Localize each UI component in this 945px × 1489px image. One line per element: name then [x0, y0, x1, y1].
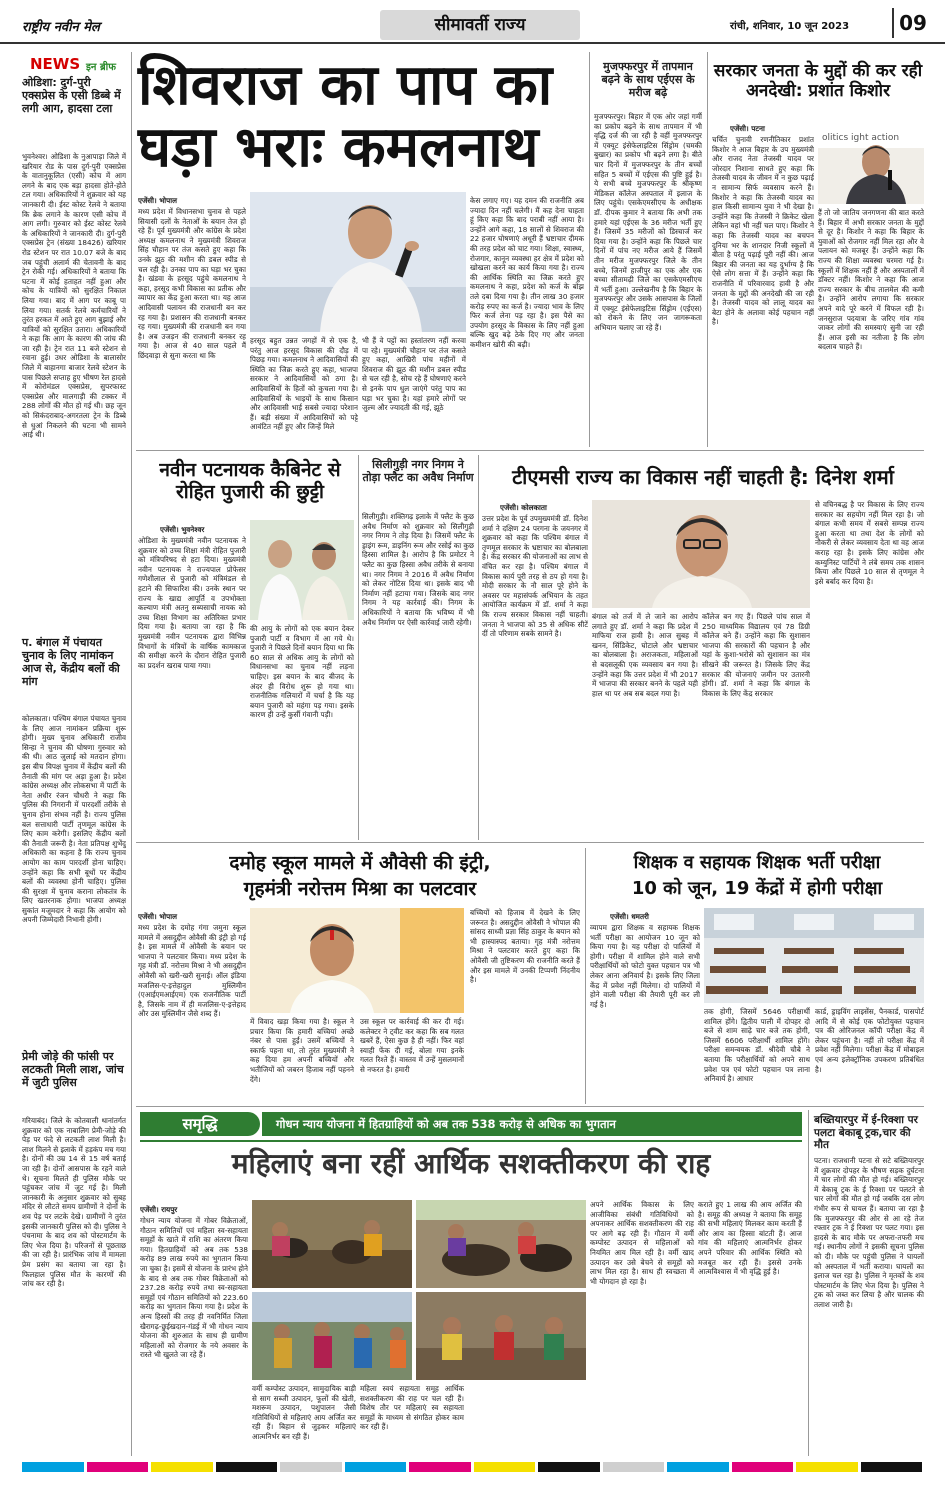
newspaper-logo: राष्ट्रीय नवीन मेल [22, 20, 100, 35]
teacher-headline-line1: शिक्षक व सहायक शिक्षक भर्ती परीक्षा [633, 852, 881, 873]
narottam-mishra-photo [250, 908, 464, 1013]
owaisi-headline-line1: दमोह स्कूल मामले में औवेसी की इंट्री, [229, 852, 491, 874]
owaisi-headline-line2: गृहमंत्री नरोत्तम मिश्रा का पलटवार [243, 878, 477, 900]
row-rule [136, 450, 924, 451]
women-group-photo-1 [252, 1200, 412, 1288]
samriddhi-kicker: गोधन न्याय योजना में हितग्राहियों को अब तक 538 करोड़ से अधिक का भुगतान [262, 1112, 802, 1136]
dinesh-body-col1: उत्तर प्रदेश के पूर्व उपमुख्यमंत्री डॉ. दिनेश शर्मा ने दक्षिण 24 परगना के जयनगर में शुक्रवार को कहा कि पश्चिम बंगाल में तृणमूल सरकार के भ्रष्टाचार का बोलबाला है। केंद्र सरकार की योजनाओं का लाभ से वंचित कर रहा है। पश्चिम बंगाल में विकास कार्य पूरी तरह से ठप हो गया है। मोदी सरकार के नौ साल पूरे होने के अवसर पर महासंपर्क अभियान के तहत आयोजित कार्यक्रम में डॉ. शर्मा ने कहा कि राज्य सरकार विकास नहीं चाहती। जनता ने भाजपा को 35 से अधिक सीटें दीं तो परिणाम सबके सामने है। [482, 514, 588, 639]
muzaffarpur-headline: मुजफ्फरपुर में तापमान बढ़ने के साथ एईएस के मरीज बढ़े [601, 60, 695, 100]
patnaik-byline: एजेंसी। भुवनेश्वर [160, 525, 205, 534]
owaisi-body-col4: बच्चियों को हिजाब में देखने के लिए जरूरत है। असदुद्दीन ओवैसी ने भोपाल की सांसद साध्वी प्रज्ञा सिंह ठाकुर के बयान को भी हास्यास्पद बताया। गृह मंत्री नरोत्तम मिश्रा ने पलटवार करते हुए कहा कि ओवैसी जी तुष्टिकरण की राजनीति करते हैं और इस मामले में उनकी टिप्पणी निंदनीय है। [470, 908, 580, 985]
owaisi-body-col2: में विवाद खड़ा किया गया है। स्कूल ने प्रचार किया कि हमारी बच्चियां अच्छे नंबर से पास हुईं। उसमें बच्चियों ने स्कार्फ पहना था, तो तुरंत मुख्यमंत्री ने कह दिया हम अपनी बच्चियों और भतीजियों को जबरन हिजाब नहीं पहनने देंगे। [250, 1017, 354, 1084]
prashant-body-col2: हैं तो जो जातिय जनगणना की बात करते हैं। बिहार में अभी सरकार जनता के मुद्दों से दूर है। किशोर ने कहा कि बिहार के युवाओं को रोजगार नहीं मिल रहा और वे पलायन को मजबूर हैं। उन्होंने कहा कि राज्य की शिक्षा व्यवस्था चरमरा गई है। स्कूलों में शिक्षक नहीं हैं और अस्पतालों में डॉक्टर नहीं। किशोर ने कहा कि आज राज्य सरकार के बीच तालमेल की कमी है। उन्होंने आरोप लगाया कि सरकार अपने वादे पूरे करने में विफल रही है। जनसुराज पदयात्रा के जरिए गांव गांव जाकर लोगों की समस्याएं सुनी जा रही हैं। आज इसी का नतीजा है कि लोग बदलाव चाहते हैं। [818, 208, 924, 352]
teacher-body-col1: व्यापम द्वारा शिक्षक व सहायक शिक्षक भर्ती परीक्षा का आयोजन 10 जून को किया गया है। यह परीक्षा दो पालियों में होगी। परीक्षा में शामिल होने वाले सभी परीक्षार्थियों को फोटो युक्त पहचान पत्र भी लेकर आना अनिवार्य है। इसके लिए जिला केंद्र में प्रवेश नहीं मिलेगा। दो पालियों में होने वाली परीक्षा की तैयारी पूरी कर ली गई है। [590, 923, 700, 1009]
column-rule [707, 52, 708, 447]
women-group-photo-3 [252, 1292, 412, 1380]
left-story1-headline: ओडिशा: दुर्ग-पुरी एक्सप्रेस के एसी डिब्बे में लगी आग, हादसा टला [22, 76, 121, 115]
siliguri-body: सिलीगुड़ी। शक्तिगढ़ इलाके में फ्लैट के कुछ अवैध निर्माण को शुक्रवार को सिलीगुड़ी नगर निगम ने तोड़ दिया है। जिसमें फ्लैट के ड्राइंग रूम, डाइनिंग रूम और रसोई का कुछ हिस्सा शामिल है। आरोप है कि प्रमोटर ने फ्लैट का कुछ हिस्सा अवैध तरीके से बनाया था। नगर निगम ने 2016 में अवैध निर्माण को लेकर नोटिस दिया था। इसके बाद भी निर्माण नहीं हटाया गया। जिसके बाद नगर निगम ने यह कार्रवाई की। निगम के अधिकारियों ने बताया कि भविष्य में भी अवैध निर्माण पर ऐसी कार्रवाई जारी रहेगी। [362, 512, 474, 627]
owaisi-body-col1: मध्य प्रदेश के दमोह गंगा जमुना स्कूल मामले में असदुद्दीन ओवैसी की इंट्री हो गई है। इस मामले में ओवैसी के बयान पर भाजपा ने पलटवार किया। मध्य प्रदेश के गृह मंत्री डॉ. नरोत्तम मिश्रा ने भी असदुद्दीन ओवैसी को खरी-खरी सुनाई। ऑल इंडिया मजलिस-ए-इत्तेहादुल मुस्लिमीन (एआईएमआईएम) एक राजनीतिक पार्टी है, जिसके नाम में ही मजलिस-ए-इत्तेहाद और उस मुस्लिमीन जैसे शब्द हैं। [138, 923, 246, 1019]
column-rule [358, 455, 359, 840]
siliguri-headline: सिलीगुड़ी नगर निगम ने तोड़ा फ्लैट का अवैध निर्माण [362, 458, 474, 485]
lead-body-col4: केस लगाए गए। यह दमन की राजनीति अब ज्यादा दिन नहीं चलेगी। मैं कह देना चाहता हूं किए कहा कि बाद पराबी नहीं आया है। उन्होंने आगे कहा, 18 सालों से शिवराज की 22 हजार घोषणाएं अधूरी हैं भ्रष्टाचार दीमक की तरह प्रदेश को चाट गया। शिक्षा, स्वास्थ्य, रोजगार, कानून व्यवस्था हर क्षेत्र में प्रदेश को खोखला करने का कार्य किया गया है। राज्य की आर्थिक स्थिति का जिक्र करते हुए कमलनाथ ने कहा, प्रदेश को कर्ज के बोझ तले दबा दिया गया है। तीन लाख 30 हजार करोड़ रुपए का कर्ज है। ज्यादा भाव के लिए फिर कर्ज लेना पड़ रहा है। इस पैसे का उपयोग हरसूद के विकास के लिए नहीं हुआ बल्कि खुद बढ़े ठेके दिए गए और जनता कमीशन खोरी की बढ़ी। [470, 196, 584, 349]
lead-headline-line1: शिवराज का पाप का [138, 53, 553, 118]
lead-body-col1: मध्य प्रदेश में विधानसभा चुनाव से पहले सियासी दलों के नेताओं के बयान तेज हो रहे हैं। पूर्व मुख्यमंत्री और कांग्रेस के प्रदेश अध्यक्ष कमलनाथ ने मुख्यमंत्री शिवराज सिंह चौहान पर तंज कसते हुए कहा कि उनके झूठ की मशीन की डबल स्पीड से चल रही है। उनका पाप का घड़ा भर चुका है। खंडवा के हरसूद पहुंचे कमलनाथ ने कहा, हरसूद कभी विकास का प्रतीक और व्यापार का केंद्र हुआ करता था। यह आज आदिवासी पलायन की राजधानी बन कर रह गया है। प्रशासन की राजधानी बनकर रह गया। मुख्यमंत्री की राजधानी बन गया है। अब उजड़न की राजधानी बनकर रह गया है। आज से 40 साल पहले मैं छिंदवाड़ा से सुना करता था कि [138, 207, 246, 360]
samriddhi-byline: एजेंसी। रायपुर [140, 1205, 178, 1214]
page-number: 09 [892, 8, 932, 38]
lead-byline: एजेंसी। भोपाल [138, 196, 177, 205]
row-rule [136, 1106, 924, 1107]
muzaffarpur-body: मुजफ्फरपुर। बिहार में एक ओर जहां गर्मी का प्रकोप बढ़ने के साथ तापमान में भी वृद्धि दर्ज की जा रही है वहीं मुजफ्फरपुर में एक्यूट इंसेफेलाइटिस सिंड्रोम (चमकी बुखार) का प्रकोप भी बढ़ने लगा है। बीते चार दिनों में मुजफ्फरपुर के तीन बच्चों सहित 5 बच्चों में एईएस की पुष्टि हुई है। ये सभी बच्चे मुजफ्फरपुर के श्रीकृष्ण मेडिकल कॉलेज अस्पताल में इलाज के लिए पहुंचे। एसकेएमसीएच के अधीक्षक डॉ. दीपक कुमार ने बताया कि अभी तक हमारे यहां एईएस के 36 मरीज भर्ती हुए हैं। जिसमें 35 मरीजों को डिस्चार्ज कर दिया गया है। उन्होंने कहा कि पिछले चार दिनों में पांच नए मरीज आये हैं जिसमें तीन मरीज मुजफ्फरपुर जिले के तीन बच्चे, जिनमें हाजीपुर का एक और एक बच्चा सीतामढ़ी जिले का एसकेएमसीएच में भर्ती हुआ। उल्लेखनीय है कि बिहार के मुजफ्फरपुर और उसके आसपास के जिलों में एक्यूट इंसेफेलाइटिस सिंड्रोम (एईएस) को रोकने के लिए जन जागरूकता अभियान चलाए जा रहे हैं। [594, 112, 702, 333]
prashant-body-col1: चर्चित चुनावी रणनीतिकार प्रशांत किशोर ने आज बिहार के उप मुख्यमंत्री और राजद नेता तेजस्वी यादव पर जोरदार निशाना साधते हुए कहा कि तेजस्वी यादव के जीवन में न कुछ पढ़ाई न सामान्य सिर्फ व्यवसाय करने हैं। किशोर ने कहा कि तेजस्वी यादव का हाल किसी सामान्य युवा ने भी देखा है। उन्होंने कहा कि तेजस्वी ने क्रिकेट खेला लेकिन वहां भी नहीं चल पाए। किशोर ने कहा कि तेजस्वी यादव का बचपन दुनिया भर के शानदार निजी स्कूलों में बीता है परंतु पढ़ाई पूरी नहीं की। आज बिहार की जनता का यह दुर्भाग्य है कि ऐसे लोग सत्ता में हैं। उन्होंने कहा कि राजनीति में परिवारवाद हावी है और जनता के मुद्दों की अनदेखी की जा रही है। तेजस्वी यादव को लालू यादव का बेटा होने के अलावा कोई पहचान नहीं है। [712, 135, 814, 327]
teacher-body-col2: तक होगी, जिसमें 5646 परीक्षार्थी शामिल होंगे। द्वितीय पाली में दोपहर दो बजे से शाम साढ़े चार बजे तक होगी, जिसमें 6606 परीक्षार्थी शामिल होंगे। परीक्षा समन्वयक डॉ. श्रीदेवी चौबे ने बताया कि परीक्षार्थियों को अपने साथ प्रवेश पत्र एवं फोटो पहचान पत्र लाना अनिवार्य है। आधार [704, 1007, 810, 1084]
dinesh-sharma-photo [592, 500, 810, 608]
owaisi-byline: एजेंसी। भोपाल [138, 912, 177, 921]
patnaik-body-col1: ओडिशा के मुख्यमंत्री नवीन पटनायक ने शुक्रवार को उच्च शिक्षा मंत्री रोहित पुजारी को मंत्रिपरिषद से हटा दिया। मुख्यमंत्री नवीन पटनायक ने राज्यपाल प्रोफेसर गणेशीलाल से पुजारी को मंत्रिमंडल से हटाने की सिफारिश की। उनके स्थान पर राज्य के खाद्य आपूर्ति व उपभोक्ता कल्याण मंत्री अतनु सब्यसाची नायक को उच्च शिक्षा विभाग का अतिरिक्त प्रभार दिया गया है। बताया जा रहा है कि मुख्यमंत्री नवीन पटनायक द्वारा विभिन्न विभागों के मंत्रियों के वार्षिक कामकाज की समीक्षा करने के दौरान रोहित पुजारी का प्रदर्शन खराब पाया गया। [138, 536, 246, 670]
svg-text:olitics ight action: olitics ight action [822, 133, 900, 143]
patnaik-body-col2: की आयु के लोगों को एक बयान देकर पुजारी पार्टी व विभाग में आ गये थे। पुजारी ने पिछले दिनों बयान दिया था कि 60 साल से अधिक आयु के लोगों को विधानसभा का चुनाव नहीं लड़ना चाहिए। इस बयान के बाद बीजद के अंदर ही विरोध शुरू हो गया था। राजनीतिक गलियारों में चर्चा है कि यह बयान पुजारी को महंगा पड़ गया। इसके कारण ही उन्हें कुर्सी गंवानी पड़ी। [250, 624, 354, 720]
bakhtiyarpur-body: पटना। राजधानी पटना से सटे बख्तियारपुर में शुक्रवार दोपहर के भीषण सड़क दुर्घटना में चार लोगों की मौत हो गई। बख्तियारपुर में बेकाबू ट्रक के ई रिक्शा पर पलटने से चार लोगों की मौत हो गई जबकि दस लोग गंभीर रूप से घायल हैं। बताया जा रहा है कि मुजफ्फरपुर की ओर से आ रहे तेज रफ्तार ट्रक ने ई रिक्शा पर पलट गया। इस हादसे के बाद मौके पर अफरा-तफरी मच गई। स्थानीय लोगों ने इसकी सूचना पुलिस को दी। मौके पर पहुंची पुलिस ने घायलों को अस्पताल में भर्ती कराया। घायलों का इलाज चल रहा है। पुलिस ने मृतकों के शव पोस्टमार्टम के लिए भेज दिया है। पुलिस ने ट्रक को जब्त कर लिया है और चालक की तलाश जारी है। [814, 1156, 924, 1309]
column-rule [585, 848, 586, 1104]
kamalnath-photo [250, 192, 466, 332]
exam-hall-photo [704, 908, 924, 1003]
row-rule [136, 842, 924, 843]
lead-headline-line2: घड़ा भराः कमलनाथ [138, 115, 539, 180]
dinesh-body-col2: बंगाल को तर्ज में ले जाने का आरोप लगाते हुए डॉ. शर्मा ने कहा कि प्रदेश में माफिया राज हावी है। आज सुबह में खनन, सिंडिकेट, घोटाले और भ्रष्टाचार का बोलबाला है। अराजकता, महिलाओं से बदसलूकी एक व्यवसाय बन गया है। उन्होंने कहा कि उत्तर प्रदेश में भी 2017 में भाजपा की सरकार बनने के पहले यही हाल था पर अब सब बदल गया है। [592, 612, 698, 698]
teacher-body-col3: कार्ड, ड्राइविंग लाइसेंस, पैनकार्ड, पासपोर्ट आदि में से कोई एक फोटोयुक्त पहचान पत्र की ओरिजनल कॉपी परीक्षा केंद्र में लेकर पहुंचना है। नहीं तो परीक्षा केंद्र में प्रवेश नहीं मिलेगा। परीक्षा केंद्र में मोबाइल एवं अन्य इलेक्ट्रॉनिक उपकरण प्रतिबंधित है। [815, 1007, 924, 1074]
teacher-byline: एजेंसी। धमतरी [610, 912, 649, 921]
left-story3-body: गरियाबंद। जिले के कोतवाली थानांतर्गत शुक्रवार को एक नाबालिग प्रेमी-जोड़े की पेड़ पर फंदे से लटकती लाश मिली है। लाश मिलने से इलाके में हड़कंप मच गया है। दोनों की उम्र 14 से 15 वर्ष बताई जा रही है। दोनों आसपास के रहने वाले थे। सूचना मिलते ही पुलिस मौके पर पहुंचकर जांच में जुट गई है। मिली जानकारी के अनुसार शुक्रवार को सुबह मंदिर से लौटते समय ग्रामीणों ने दोनों के शव पेड़ पर लटके देखे। ग्रामीणों ने तुरंत इसकी जानकारी पुलिस को दी। पुलिस ने पंचनामा के बाद शव को पोस्टमार्टम के लिए भेज दिया है। परिजनों से पूछताछ की जा रही है। प्रारंभिक जांच में मामला प्रेम प्रसंग का बताया जा रहा है। फिलहाल पुलिस मौत के कारणों की जांच कर रही है। [22, 1116, 126, 1289]
samriddhi-body-col1: गोधन न्याय योजना में गोबर विक्रेताओं, गौठान समितियों एवं महिला स्व-सहायता समूहों के खाते में राशि का अंतरण किया गया। हितग्राहियों को अब तक 538 करोड़ 89 लाख रुपये का भुगतान किया जा चुका है। इसमें से योजना के प्रारंभ होने के बाद से अब तक गोबर विक्रेताओं को 237.28 करोड़ रुपये तथा स्व-सहायता समूहों एवं गौठान समितियों को 223.60 करोड़ का भुगतान किया गया है। प्रदेश के अन्य हिस्सों की तरह ही नवनिर्मित जिला खैरागढ़-छुईखदान-गंडई में भी गोधन न्याय योजना की शुरुआत के साथ ही ग्रामीण महिलाओं को रोजगार के नये अवसर के रास्ते भी खुलते जा रहे हैं। [140, 1216, 248, 1360]
column-rule [808, 1110, 809, 1456]
naveen-patnaik-photo [250, 520, 354, 620]
news-brief-sublabel: इन ब्रीफ [86, 62, 116, 73]
samriddhi-body-col2: वर्मी कम्पोस्ट उत्पादन, सामुदायिक बाड़ी से साग सब्जी उत्पादन, फूलों की खेती, मशरूम उत्पादन, पशुपालन जैसी गतिविधियों से महिलाएं आय अर्जित कर रही हैं। बिहान से जुड़कर महिलाएं आत्मनिर्भर बन रही हैं। [252, 1384, 356, 1441]
left-story3-headline: प्रेमी जोड़े की फांसी पर लटकती मिली लाश, जांच में जुटी पुलिस [22, 1050, 124, 1089]
lead-body-col3: भी हैं वे पट्टों का हस्तांतरण नहीं करवा पा रहे। मुख्यमंत्री चौहान पर तंज कसते हुए कहा, आखिरी पांच महीनों में शिवराज की झूठ की मशीन डबल स्पीड से चल रही है, सोच रहे हैं घोषणाएं करने से इनके पाप धुल जाएंगे परंतु पाप का घड़ा भर चुका है। यहां हमारे लोगों पर जुल्म और ज्यादती की गई, झूठे [362, 336, 466, 413]
prashant-byline: एजेंसी। पटना [730, 124, 765, 133]
section-title: सीमावर्ती राज्य [380, 10, 580, 40]
dinesh-byline: एजेंसी। कोलकाता [500, 503, 547, 512]
bakhtiyarpur-headline: बख्तियारपुर में ई-रिक्शा पर पलटा बेकाबू ट्रक,चार की मौत [814, 1114, 918, 1152]
dinesh-body-col4: से वचिनबद्ध है पर विकास के लिए राज्य सरकार का सहयोग नहीं मिल रहा है। जो बंगाल कभी समय में सबसे सम्पन्न राज्य हुआ करता था तथा देश के लोगों को नौकरी से लेकर व्यवसाय देता था वह आज कराह रहा है। इसके लिए कांग्रेस और कम्युनिस्ट पार्टियों ने लंबे समय तक शासन किया और पिछले 10 साल से तृणमूल ने इसे बर्बाद कर दिया है। [815, 500, 924, 586]
left-story2-body: कोलकाता। पश्चिम बंगाल पंचायत चुनाव के लिए आज नामांकन प्रक्रिया शुरू होगी। मुख्य चुनाव अधिकारी राजीव सिन्हा ने चुनाव की घोषणा गुरुवार को की थी। आठ जुलाई को मतदान होगा। इस बीच विपक्ष चुनाव में केंद्रीय बलों की तैनाती की मांग पर अड़ा हुआ है। प्रदेश कांग्रेस अध्यक्ष और लोकसभा में पार्टी के नेता अधीर रंजन चौधरी ने कहा कि पुलिस की निगरानी में पारदर्शी तरीके से चुनाव होना संभव नहीं है। राज्य पुलिस बल सत्ताधारी पार्टी तृणमूल कांग्रेस के लिए काम करेगी। इसलिए केंद्रीय बलों की तैनाती जरूरी है। नेता प्रतिपक्ष शुभेंदु अधिकारी का कहना है कि राज्य चुनाव आयोग का काम पारदर्शी होना चाहिए। उन्होंने कहा कि सभी बूथों पर केंद्रीय बलों की व्यवस्था होनी चाहिए। पुलिस की सुरक्षा में चुनाव कराना लोकतंत्र के लिए खतरनाक होगा। भाजपा अध्यक्ष सुकांत मजूमदार ने कहा कि आयोग को अपनी जिम्मेदारी निभानी होगी। [22, 714, 126, 925]
owaisi-body-col3: उस स्कूल पर कार्रवाई की कर दी गई। कलेक्टर ने ट्वीट कर कहा कि सब गलत खबरें हैं, ऐसा कुछ है ही नहीं। फिर वहां स्याही फेंक दी गई, बोला गया इनके गलत रिश्ते हैं। वास्तव में उन्हें मुसलमानों से नफरत है। हमारी [360, 1017, 464, 1074]
samriddhi-rule [140, 1140, 802, 1142]
prashant-kishor-photo [818, 122, 924, 204]
women-group-photo-2 [416, 1200, 586, 1288]
samriddhi-headline: महिलाएं बना रहीं आर्थिक सशक्तीकरण की राह [231, 1147, 711, 1180]
teacher-headline-line2: 10 को जून, 19 केंद्रों में होगी परीक्षा [631, 878, 883, 899]
masthead [0, 0, 945, 44]
dateline: रांची, शनिवार, 10 जून 2023 [730, 21, 850, 32]
column-rule [478, 455, 479, 840]
column-rule [131, 52, 132, 1456]
women-group-photo-4 [416, 1292, 586, 1380]
samriddhi-body-col5: कराते हुए 1 लाख की आय अर्जित की है। समूह की अध्यक्ष ने बताया कि समूह की सभी महिलाएं मिलकर काम करती हैं और आय का हिस्सा बांटती हैं। आज गांव की महिलाएं आत्मनिर्भर होकर अपने परिवार की आर्थिक स्थिति को मजबूत कर रही हैं। इससे उनके आत्मविश्वास में भी वृद्धि हुई है। [698, 1200, 802, 1277]
samriddhi-body-col3: महिला स्वयं सहायता समूह आर्थिक सशक्तीकरण की राह पर चल रही हैं। विशेष तौर पर महिलाएं स्व सहायता समूहों के माध्यम से संगठित होकर काम कर रही हैं। [360, 1384, 464, 1432]
left-story1-body: भुवनेश्वर। ओडिशा के नुआपाड़ा जिले में खरियार रोड के पास दुर्ग-पुरी एक्सप्रेस के वातानुकूलित (एसी) कोच में आग लगने के बाद एक बड़ा हादसा होते-होते टल गया। अधिकारियों ने शुक्रवार को यह जानकारी दी। ईस्ट कोस्ट रेलवे ने बताया कि ब्रेक लगाने के कारण एसी कोच में आग लगी। गुरुवार को ईस्ट कोस्ट रेलवे के अधिकारियों ने जानकारी दी। दुर्ग-पुरी एक्सप्रेस ट्रेन (संख्या 18426) खरियार रोड स्टेशन पर रात 10.07 बजे के बाद जब पहुंची अलार्म की चेतावनी के बाद ट्रेन रोकी गई। अधिकारियों ने बताया कि घटना में कोई हताहत नहीं हुआ और कोच के यात्रियों को सुरक्षित निकाल लिया गया। बाद में आग पर काबू पा लिया गया। सतर्क रेलवे कर्मचारियों ने तुरंत हरकत में आते हुए आग बुझाई और यात्रियों को सुरक्षित उतारा। अधिकारियों ने कहा कि आग के कारण की जांच की जा रही है। ट्रेन रात 11 बजे स्टेशन से रवाना हुई। उधर ओडिशा के बालासोर जिले में बाहानगा बाजार रेलवे स्टेशन के पास पिछले सप्ताह हुए भीषण रेल हादसे में कोरोमंडल एक्सप्रेस, सुपरफास्ट एक्सप्रेस और मालगाड़ी की टक्कर में 288 लोगों की मौत हो गई थी। छह जून को सिकंदराबाद-अगरतला ट्रेन के डिब्बे से धुआं निकलने की घटना भी सामने आई थी। [22, 152, 126, 440]
dinesh-headline: टीएमसी राज्य का विकास नहीं चाहती है: दिनेश शर्मा [512, 465, 894, 489]
prashant-headline: सरकार जनता के मुद्दों की कर रही अनदेखी: प्रशांत किशोर [713, 61, 923, 101]
color-registration-strip [22, 1462, 922, 1472]
dinesh-body-col3: कॉलेज बन गए हैं। पिछले पांच साल में 250 माध्यमिक विद्यालय एवं 78 डिग्री कॉलेज बने हैं। उन्होंने कहा कि सुशासन भाजपा की सरकारों की पहचान है और यहां के कुशा-भरोसे को सुशासन का मंत्र सीखने की जरूरत है। जिसके लिए केंद्र सरकार की योजनाएं जमीन पर उतारनी होंगी। डॉ. शर्मा ने कहा कि बंगाल के विकास के लिए केंद्र सरकार [702, 612, 810, 698]
left-story2-headline: प. बंगाल में पंचायत चुनाव के लिए नामांकन आज से, केंद्रीय बलों की मांग [22, 636, 120, 688]
samriddhi-body-col4: अपने आर्थिक विकास के लिए आजीविका संबंधी गतिविधियों को अपनाकर आर्थिक सशक्तीकरण की राह पर आगे बढ़ रही हैं। गौठान में वर्मी कम्पोस्ट उत्पादन से महिलाओं को नियमित आय मिल रही है। वर्मी खाद उत्पादन कर उसे बेचने से समूहों को लाभ मिल रहा है। साथ ही स्वच्छता में भी योगदान हो रहा है। [590, 1200, 694, 1286]
patnaik-headline: नवीन पटनायक कैबिनेट से रोहित पुजारी की छुट्टी [159, 459, 341, 503]
lead-body-col2: हरसूद बहुत उन्नत जगहों में से एक है, परंतु आज हरसूद विकास की दौड़ में पिछड़ गया। कमलनाथ ने आदिवासियों की स्थिति का जिक्र करते हुए कहा, भाजपा सरकार ने आदिवासियों को ठगा है। आदिवासियों के हितों को कुचला गया है। आदिवासियों के भाइयों के साथ किसान और आदिवासी भाई सबसे ज्यादा परेशान हैं। बड़ी संख्या में आदिवासियों को पट्टे आवंटित नहीं हुए और जिन्हें मिले [250, 336, 358, 432]
news-brief-label: NEWS [30, 55, 81, 73]
column-rule [589, 52, 590, 447]
samriddhi-tag: समृद्धि [140, 1112, 260, 1136]
